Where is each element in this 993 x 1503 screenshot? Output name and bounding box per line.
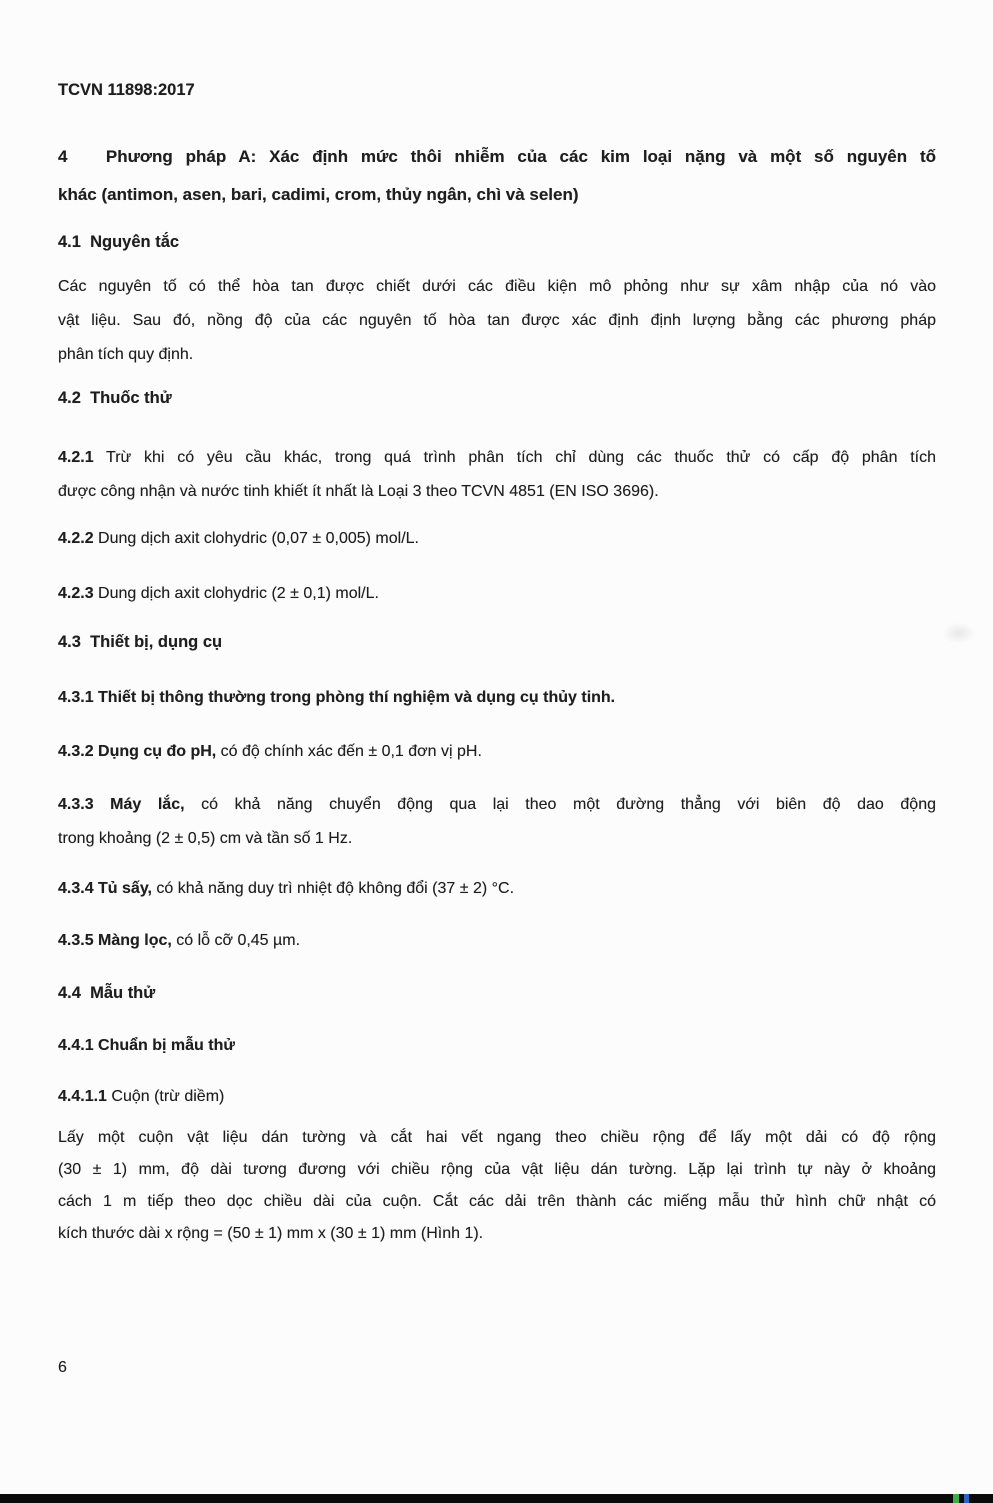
paragraph-4-2-3 [58, 582, 936, 606]
clause-text: Dung dịch axit clohydric (2 ± 0,1) mol/L. [93, 585, 379, 602]
paragraph-4-3-5 [58, 929, 936, 953]
clause-number: 4.4.1.1 [58, 1088, 107, 1105]
subsection-heading-4-4-1-1 [58, 1085, 936, 1109]
clause-term: 4.3.3 Máy lắc, [58, 796, 185, 813]
clause-text: Cuộn (trừ diềm) [106, 1088, 225, 1105]
section-4-heading [58, 138, 936, 214]
clause-text: Dung dịch axit clohydric (0,07 ± 0,005) mol/L. [93, 530, 419, 547]
clause-term: 4.3.2 Dụng cụ đo pH, [58, 743, 217, 760]
text-line: (30 ± 1) mm, độ dài tương đương với chiều rộng của vật liệu dán tường. Lặp lại trình tự này ở khoảng [58, 1161, 936, 1178]
text-line: được công nhận và nước tinh khiết ít nhất là Loại 3 theo TCVN 4851 (EN ISO 3696). [58, 483, 659, 500]
clause-text: có lỗ cỡ 0,45 µm. [171, 932, 301, 949]
text-line: trong khoảng (2 ± 0,5) cm và tần số 1 Hz. [58, 830, 353, 847]
paragraph-4-3-2 [58, 740, 936, 764]
clause-text: có độ chính xác đến ± 0,1 đơn vị pH. [216, 743, 482, 760]
subsection-heading-4-3: 4.3 Thiết bị, dụng cụ [58, 633, 223, 651]
text-line: vật liệu. Sau đó, nồng độ của các nguyên tố hòa tan được xác định định lượng bằng các phương pháp [58, 312, 936, 329]
paragraph-4-1 [58, 270, 936, 372]
subsection-heading-4-4: 4.4 Mẫu thử [58, 984, 156, 1002]
clause-number: 4.2.3 [58, 585, 94, 602]
text-line: Lấy một cuộn vật liệu dán tường và cắt hai vết ngang theo chiều rộng để lấy một dải có độ rộng [58, 1129, 936, 1146]
clause-number: 4.2.2 [58, 530, 94, 547]
text-line: kích thước dài x rộng = (50 ± 1) mm x (30 ± 1) mm (Hình 1). [58, 1225, 484, 1242]
paragraph-4-2-1 [58, 441, 936, 509]
clause-text: có khả năng duy trì nhiệt độ không đổi (37 ± 2) °C. [151, 880, 515, 897]
text-line: cách 1 m tiếp theo dọc chiều dài của cuộn. Cắt các dải trên thành các miếng mẫu thử hình chữ nhật có [58, 1193, 936, 1210]
heading-line: 4 Phương pháp A: Xác định mức thôi nhiễm của các kim loại nặng và một số nguyên tố [58, 147, 936, 166]
scan-color-artifact [964, 1494, 969, 1503]
paragraph-4-3-1: 4.3.1 Thiết bị thông thường trong phòng thí nghiệm và dụng cụ thủy tinh. [58, 689, 616, 706]
page-number: 6 [58, 1359, 67, 1376]
clause-text: có khả năng chuyển động qua lại theo một đường thẳng với biên độ dao động [184, 796, 936, 813]
scan-color-artifact [953, 1494, 959, 1503]
subsection-heading-4-2: 4.2 Thuốc thử [58, 389, 172, 407]
subsection-heading-4-4-1: 4.4.1 Chuẩn bị mẫu thử [58, 1037, 235, 1054]
heading-line: khác (antimon, asen, bari, cadimi, crom, thủy ngân, chì và selen) [58, 185, 579, 204]
running-header: TCVN 11898:2017 [58, 81, 195, 99]
paragraph-4-3-4 [58, 877, 936, 901]
paragraph-4-4-1-1 [58, 1122, 936, 1250]
clause-text: Trừ khi có yêu cầu khác, trong quá trình phân tích chỉ dùng các thuốc thử có cấp độ phân tích [93, 449, 936, 466]
paragraph-4-3-3 [58, 788, 936, 856]
paragraph-4-2-2 [58, 527, 936, 551]
scan-smudge-artifact [942, 622, 976, 644]
text-line [58, 441, 936, 475]
clause-term: 4.3.4 Tủ sấy, [58, 880, 152, 897]
scan-edge-bar [0, 1494, 993, 1503]
text-line: Các nguyên tố có thể hòa tan được chiết dưới các điều kiện mô phỏng như sự xâm nhập của nó vào [58, 278, 936, 295]
subsection-heading-4-1: 4.1 Nguyên tắc [58, 233, 180, 251]
text-line [58, 788, 936, 822]
clause-number: 4.2.1 [58, 449, 94, 466]
clause-term: 4.3.5 Màng lọc, [58, 932, 172, 949]
text-line: phân tích quy định. [58, 346, 194, 363]
